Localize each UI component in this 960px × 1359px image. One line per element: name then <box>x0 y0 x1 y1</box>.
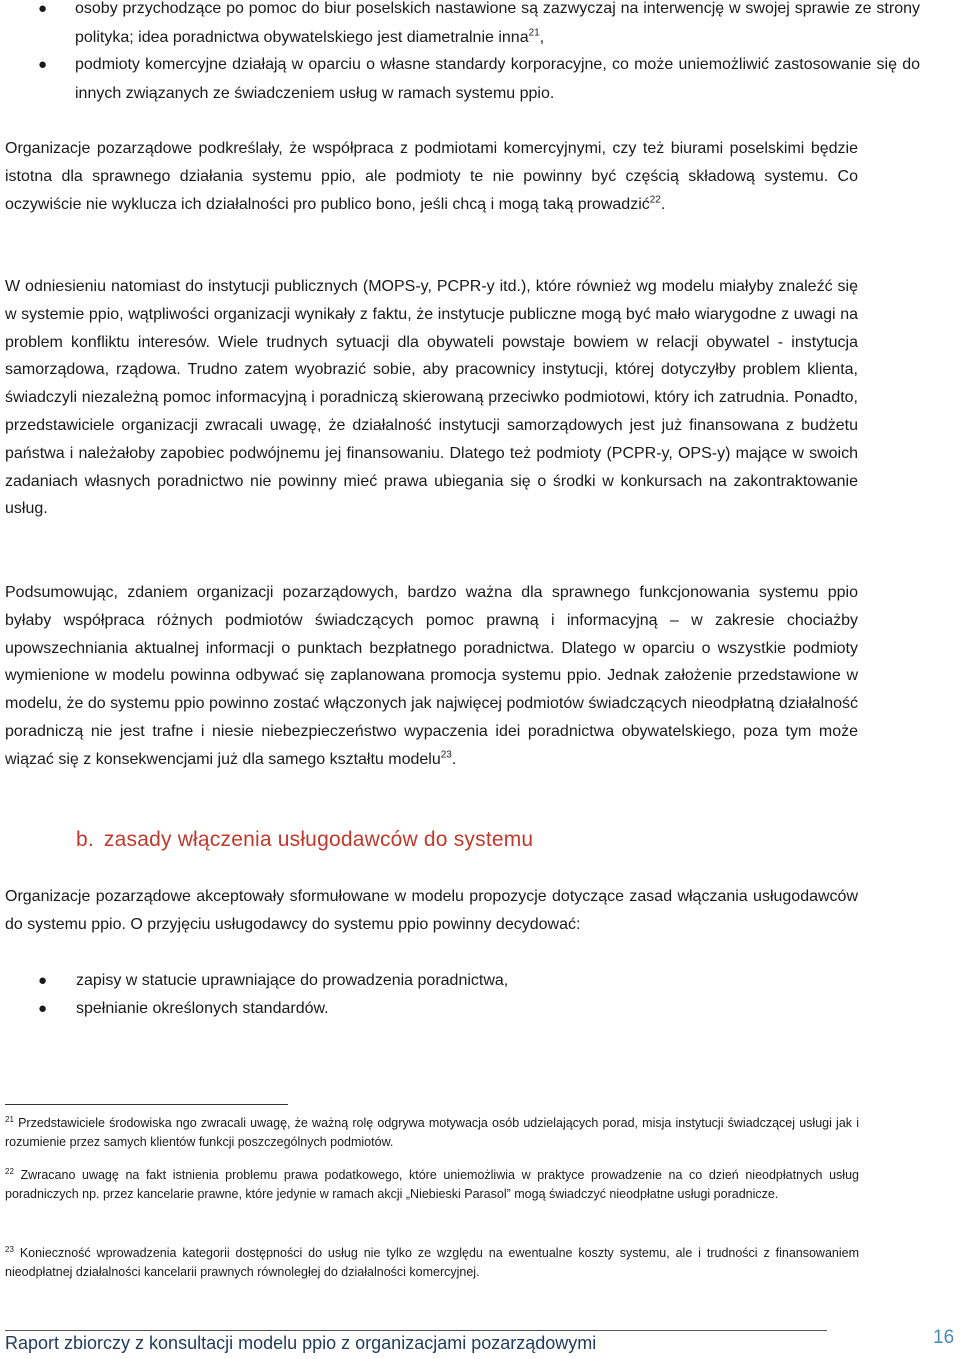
top-bullet-2 <box>40 51 920 108</box>
footnote-separator <box>5 1104 288 1105</box>
paragraph-1: Organizacje pozarządowe podkreślały, że współpraca z podmiotami komercyjnymi, czy też biurami poselskimi będzie istotna dla sprawnego działania systemu ppio, ale podmioty te nie powinny być częścią składową systemu. Co oczywiście nie wyklucza ich działalności pro publico bono, jeśli chcą i mogą taką prowadzić$^{22}$. <box>5 140 858 213</box>
bullet-icon: ● <box>38 0 48 17</box>
page-number: 16 <box>933 1327 955 1348</box>
paragraph-3: Podsumowując, zdaniem organizacji pozarządowych, bardzo ważna dla sprawnego funkcjonowania systemu ppio byłaby współpraca różnych podmiotów świadczących pomoc prawną i informacyjną – w zakresie chociażby upowszechniania aktualnej informacji o punktach bezpłatnego poradnictwa. Dlatego w oparciu o wszystkie podmioty wymienione w modelu powinna odbywać się zaplanowana promocja systemu ppio. Jednak założenie przedstawione w modelu, że do systemu ppio powinno zostać włączonych jak najwięcej podmiotów świadczących nieodpłatną działalność poradniczą nie jest trafne i niesie niebezpieczeństwo wypaczenia idei poradnictwa obywatelskiego, poza tym może wiązać się z konsekwencjami już dla samego kształtu modelu$^{23}$. <box>5 584 858 768</box>
footer-title: Raport zbiorczy z konsultacji modelu ppio z organizacjami pozarządowymi <box>5 1333 597 1353</box>
top-bullet-1 <box>40 0 920 52</box>
list-item: ● zapisy w statucie uprawniające do prowadzenia poradnictwa, <box>40 967 860 995</box>
footnote-ref-23[interactable]: 23 <box>440 749 452 761</box>
bullet-icon: ● <box>38 972 48 989</box>
bullet-icon: ● <box>38 56 48 73</box>
section-title: zasady włączenia usługodawców do systemu <box>103 828 534 851</box>
paragraph-2: W odniesieniu natomiast do instytucji publicznych (MOPS-y, PCPR-y itd.), które również wg modelu miałyby znaleźć się w systemie ppio, wątpliwości organizacji wynikały z faktu, że instytucje publiczne mogą być mało wiarygodne z uwagi na problem konfliktu interesów. Wiele trudnych sytuacji dla obywateli powstaje bowiem w relacji obywatel - instytucja samorządowa, rządowa. Trudno zatem wyobrazić sobie, aby pracownicy instytucji, której dotyczyłby problem klienta, świadczyli niezależną pomoc informacyjną i poradniczą skierowaną przeciwko podmiotowi, który ich zatrudnia. Ponadto, przedstawiciele organizacji zwracali uwagę, że działalność instytucji samorządowych jest już finansowana z budżetu państwa i należałoby zapobiec podwójnemu jej finansowaniu. Dlatego też podmioty (PCPR-y, OPS-y) mające w swoich zadaniach własnych poradnictwo nie powinny mieć prawa ubiegania się o środki w konkursach na zakontraktowanie usług. <box>5 278 858 518</box>
section-heading <box>76 828 533 852</box>
top-bullet-1-text: osoby przychodzące po pomoc do biur poselskich nastawione są zazwyczaj na interwencję w swojej sprawie ze strony polityka; idea poradnictwa obywatelskiego jest diametralnie inna$^{21}$, <box>75 0 920 46</box>
section-bullet-list <box>40 967 860 1023</box>
bullet-icon: ● <box>38 1000 48 1017</box>
section-letter: b. <box>76 828 94 851</box>
footnote-ref-21[interactable]: 21 <box>528 27 540 39</box>
footnote-21: $^{21}$ Przedstawiciele środowiska ngo zwracali uwagę, że ważną rolę odgrywa motywacja osób udzielających porad, misja instytucji świadczącej usługi jak i rozumienie przez samych klientów funkcji poszczególnych podmiotów. <box>5 1114 859 1149</box>
footnote-22: $^{22}$ Zwracano uwagę na fakt istnienia problemu prawa podatkowego, które uniemożliwia w praktyce prowadzenie na co dzień nieodpłatnych usług poradniczych np. przez kancelarie prawne, które jedynie w ramach akcji „Niebieski Parasol” mogą świadczyć nieodpłatne usługi poradnicze. <box>5 1166 859 1201</box>
footer-separator <box>5 1330 827 1331</box>
footnote-ref-22[interactable]: 22 <box>649 194 661 206</box>
footnote-23: $^{23}$ Konieczność wprowadzenia kategorii dostępności do usług nie tylko ze względu na ewentualne koszty systemu, ale i trudności z finansowaniem nieodpłatnej działalności kancelarii prawnych równoległej do działalności komercyjnej. <box>5 1244 859 1279</box>
section-paragraph: Organizacje pozarządowe akceptowały sformułowane w modelu propozycje dotyczące zasad włączania usługodawców do systemu ppio. O przyjęciu usługodawcy do systemu ppio powinny decydować: <box>5 888 858 933</box>
list-item: ● spełnianie określonych standardów. <box>40 995 860 1023</box>
top-bullet-2-text: podmioty komercyjne działają w oparciu o własne standardy korporacyjne, co może uniemożliwić zastosowanie się do innych związanych ze świadczeniem usług w ramach systemu ppio. <box>75 56 920 102</box>
